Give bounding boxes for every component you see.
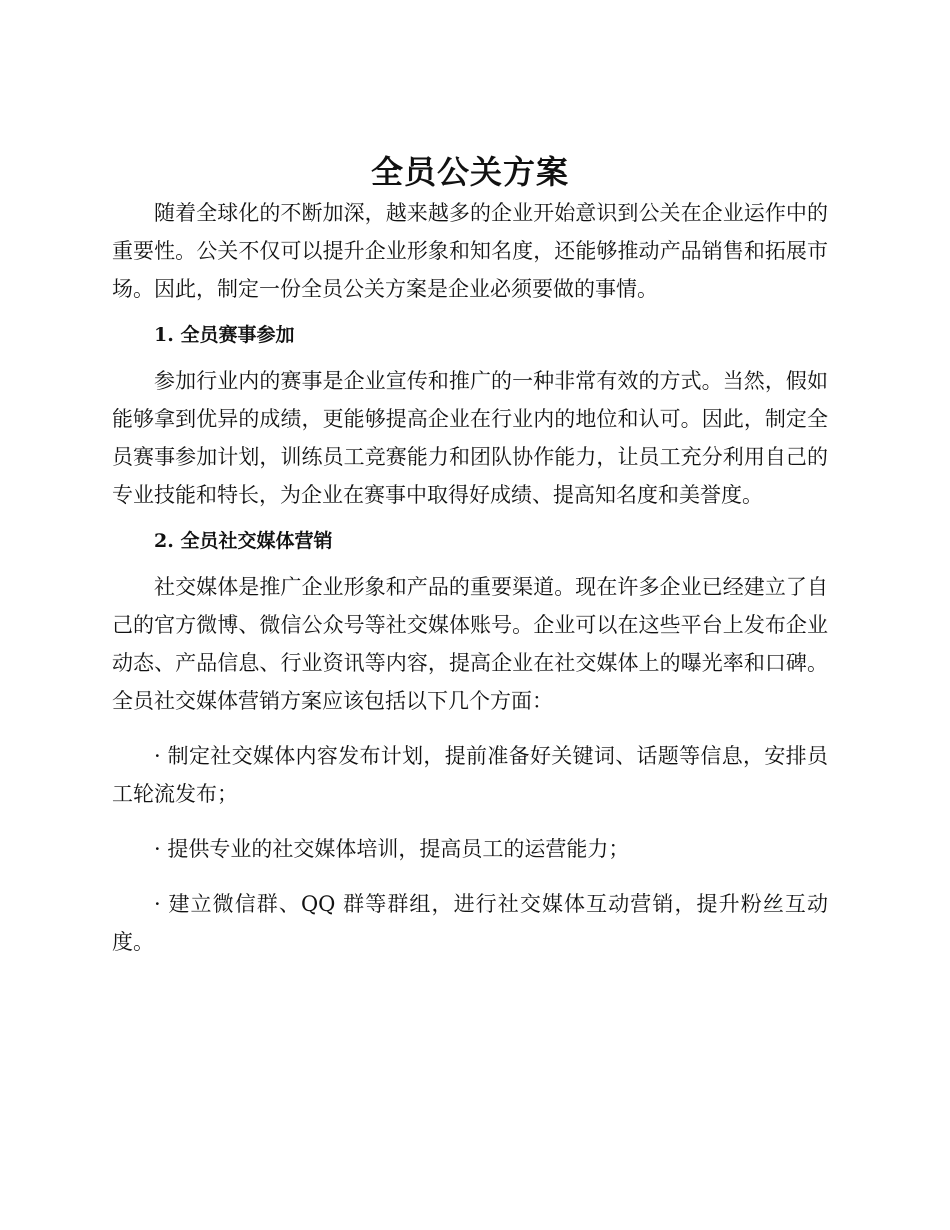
- section-heading-competition: 1. 全员赛事参加: [154, 324, 295, 346]
- page-title: 全员公关方案: [370, 153, 569, 191]
- section-heading-social-media: 2. 全员社交媒体营销: [154, 530, 333, 552]
- intro-paragraph: 随着全球化的不断加深，越来越多的企业开始意识到公关在企业运作中的重要性。公关不仅可以提升企业形象和知名度，还能够推动产品销售和拓展市场。因此，制定一份全员公关方案是企业必须要做的事情。: [112, 201, 828, 301]
- document-body: [112, 150, 828, 961]
- competition-paragraph: 参加行业内的赛事是企业宣传和推广的一种非常有效的方式。当然，假如能够拿到优异的成绩，更能够提高企业在行业内的地位和认可。因此，制定全员赛事参加计划，训练员工竞赛能力和团队协作能力，让员工充分利用自己的专业技能和特长，为企业在赛事中取得好成绩、提高知名度和美誉度。: [112, 369, 828, 507]
- bullet-item-content-plan: · 制定社交媒体内容发布计划，提前准备好关键词、话题等信息，安排员工轮流发布；: [112, 744, 828, 806]
- bullet-item-training: · 提供专业的社交媒体培训，提高员工的运营能力；: [154, 837, 630, 861]
- bullet-item-group-chat: · 建立微信群、QQ 群等群组，进行社交媒体互动营销，提升粉丝互动度。: [112, 892, 828, 954]
- social-media-paragraph: 社交媒体是推广企业形象和产品的重要渠道。现在许多企业已经建立了自己的官方微博、微信公众号等社交媒体账号。企业可以在这些平台上发布企业动态、产品信息、行业资讯等内容，提高企业在社交媒体上的曝光率和口碑。全员社交媒体营销方案应该包括以下几个方面：: [112, 575, 828, 713]
